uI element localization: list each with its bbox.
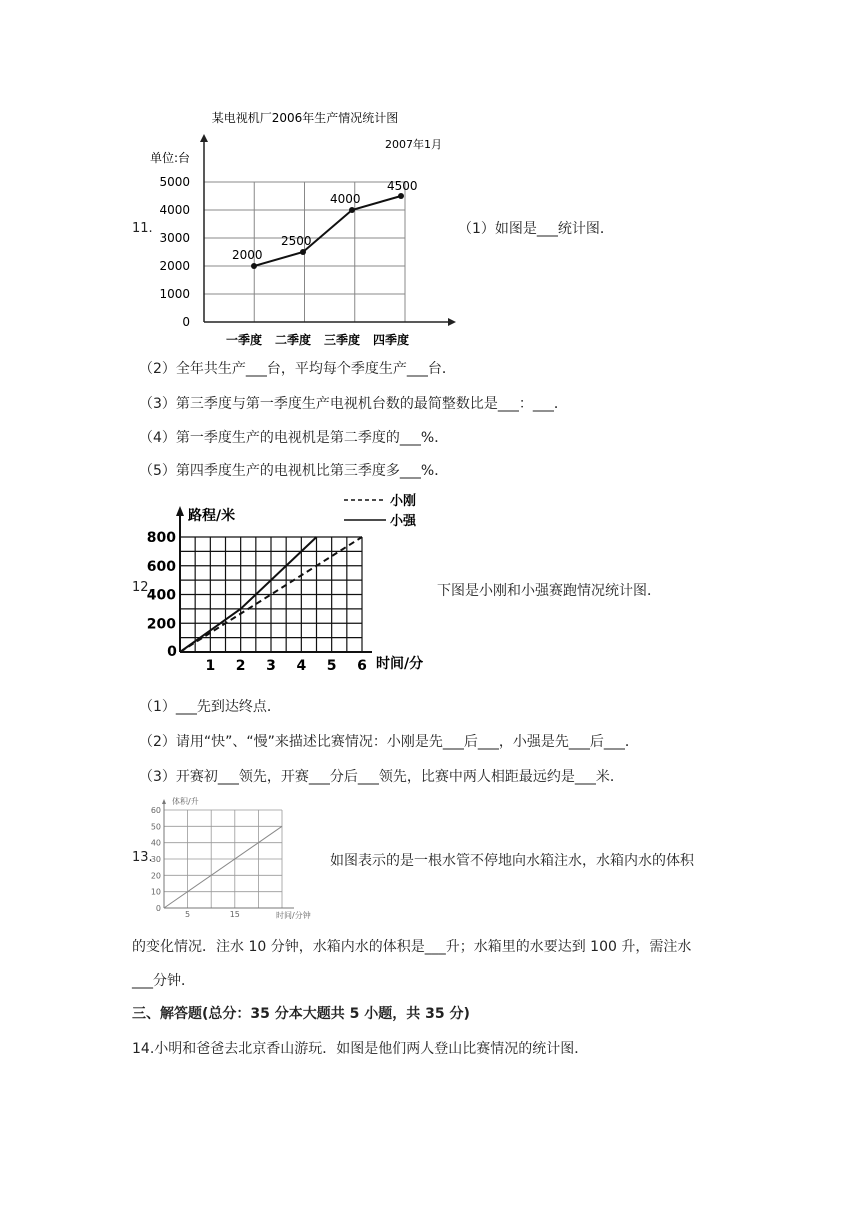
x-tick-label: 15 xyxy=(229,910,240,919)
q11-intro: （1）如图是___统计图． xyxy=(458,221,614,237)
q11-question-4: （4）第一季度生产的电视机是第二季度的___%． xyxy=(139,430,449,446)
y-tick-label: 600 xyxy=(146,558,176,575)
x-axis-label: 时间/分钟 xyxy=(276,911,311,920)
y-tick-label: 1000 xyxy=(159,287,190,301)
data-label: 4000 xyxy=(330,192,361,206)
q13-text-line2: 的变化情况．注水 10 分钟，水箱内水的体积是___升；水箱里的水要达到 100 升，需注水 xyxy=(132,939,692,955)
section3-heading: 三、解答题(总分：35 分本大题共 5 小题，共 35 分) xyxy=(132,1006,470,1022)
x-tick-label: 二季度 xyxy=(274,333,312,347)
data-point xyxy=(251,263,257,269)
x-tick-label: 2 xyxy=(235,658,246,674)
x-tick-label: 6 xyxy=(357,658,367,674)
legend-dashed-label: 小刚 xyxy=(390,494,417,509)
q13-number: 13. xyxy=(132,850,153,865)
q12-question-3: （3）开赛初___领先，开赛___分后___领先，比赛中两人相距最远约是___米． xyxy=(139,769,624,785)
q11-question-5: （5）第四季度生产的电视机比第三季度多___%． xyxy=(139,463,449,479)
y-tick-label: 0 xyxy=(155,904,161,913)
x-tick-label: 一季度 xyxy=(225,333,263,347)
data-label: 4500 xyxy=(387,179,418,193)
x-tick-label: 0 xyxy=(167,644,177,660)
q13-text-line3: ___分钟． xyxy=(132,973,195,989)
q13-text-line1: 如图表示的是一根水管不停地向水箱注水，水箱内水的体积 xyxy=(330,853,694,869)
x-tick-label: 4 xyxy=(296,658,307,674)
x-tick-label: 1 xyxy=(205,658,216,674)
q11-question-2: （2）全年共生产___台，平均每个季度生产___台． xyxy=(139,361,456,377)
y-axis-label: 路程/米 xyxy=(188,508,236,524)
y-tick-label: 800 xyxy=(146,530,176,546)
q12-question-1: （1）___先到达终点． xyxy=(139,699,281,715)
unit-label: 单位:台 xyxy=(150,151,191,165)
q12-question-2: （2）请用“快”、“慢”来描述比赛情况：小刚是先___后___，小强是先___后___． xyxy=(139,734,639,750)
chart-date: 2007年1月 xyxy=(385,138,442,151)
y-axis-arrow xyxy=(176,506,184,516)
q12-number: 12. xyxy=(132,580,153,595)
chart-title: 某电视机厂2006年生产情况统计图 xyxy=(211,111,399,125)
y-tick-label: 10 xyxy=(150,887,161,897)
x-tick-label: 四季度 xyxy=(372,333,410,347)
q12-intro: 下图是小刚和小强赛跑情况统计图． xyxy=(437,583,661,599)
chart-race xyxy=(140,492,450,680)
y-axis-label: 体积/升 xyxy=(172,797,199,806)
y-tick-label: 5000 xyxy=(159,175,190,189)
y-axis-arrow xyxy=(162,799,166,804)
y-tick-label: 30 xyxy=(150,855,161,864)
y-tick-label: 0 xyxy=(182,315,190,329)
y-tick-label: 400 xyxy=(146,587,176,604)
q11-question-3: （3）第三季度与第一季度生产电视机台数的最简整数比是___：___． xyxy=(139,396,568,412)
y-tick-label: 3000 xyxy=(159,231,190,245)
y-tick-label: 60 xyxy=(150,806,161,815)
x-tick-label: 3 xyxy=(266,658,276,674)
y-tick-label: 4000 xyxy=(159,203,190,217)
y-tick-label: 20 xyxy=(150,871,161,881)
x-tick-label: 5 xyxy=(185,910,191,919)
y-tick-label: 40 xyxy=(150,838,161,848)
x-tick-label: 5 xyxy=(326,658,337,674)
chart-water-tank xyxy=(144,796,334,921)
data-point xyxy=(300,249,306,255)
series-line xyxy=(164,826,282,908)
y-tick-label: 200 xyxy=(146,616,176,633)
x-axis-label: 时间/分 xyxy=(376,656,424,672)
x-tick-label: 三季度 xyxy=(323,333,361,347)
y-tick-label: 50 xyxy=(150,822,161,832)
series-line xyxy=(254,196,401,266)
legend-solid-label: 小强 xyxy=(390,514,417,529)
data-label: 2000 xyxy=(232,248,263,262)
data-point xyxy=(398,193,404,199)
y-tick-label: 2000 xyxy=(159,259,190,273)
q14-text: 14.小明和爸爸去北京香山游玩．如图是他们两人登山比赛情况的统计图． xyxy=(132,1041,589,1057)
x-axis-arrow xyxy=(448,318,456,326)
y-axis-arrow xyxy=(200,134,208,142)
data-label: 2500 xyxy=(281,234,312,248)
chart-tv-production xyxy=(140,104,470,352)
data-point xyxy=(349,207,355,213)
q11-number: 11. xyxy=(132,221,153,236)
